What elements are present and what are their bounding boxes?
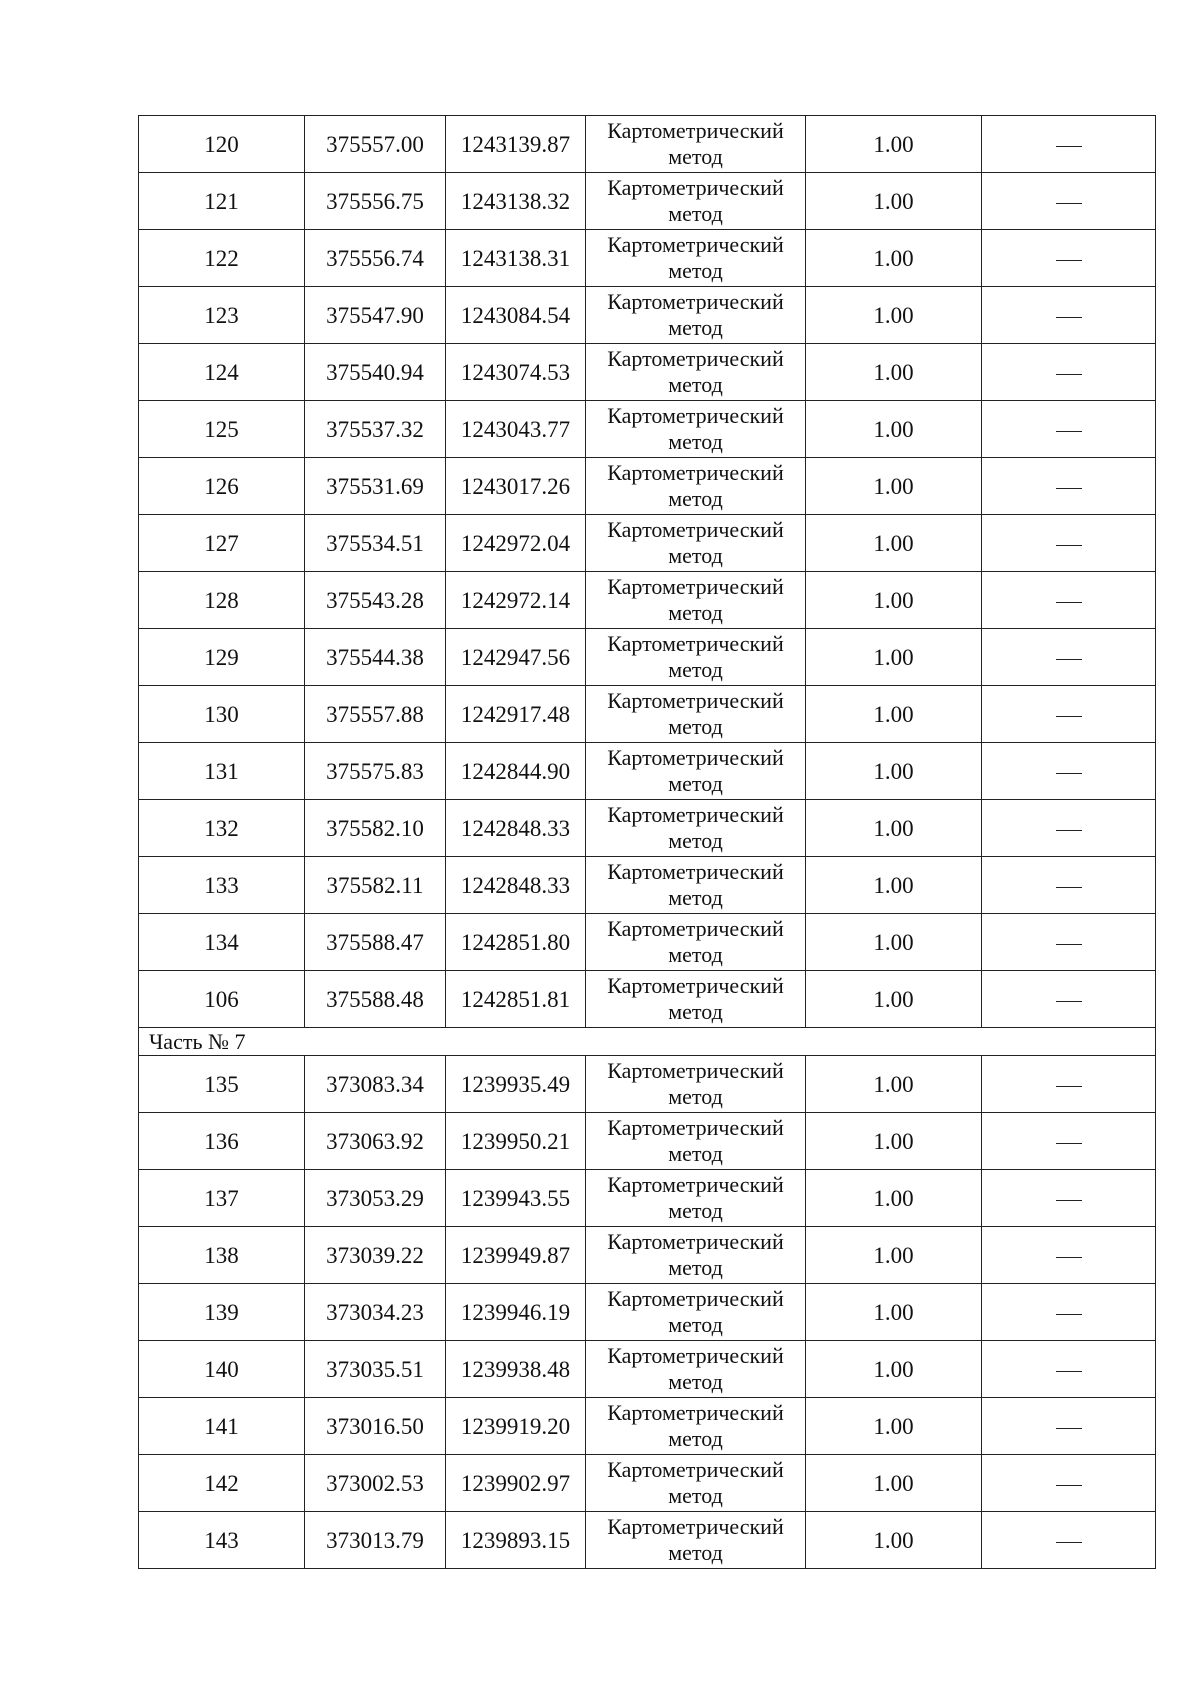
dash-mark — [1056, 1257, 1082, 1258]
point-number-cell: 122 — [139, 230, 305, 287]
dash-mark — [1056, 545, 1082, 546]
y-coordinate-cell: 1242848.33 — [446, 857, 586, 914]
point-number-cell: 137 — [139, 1170, 305, 1227]
y-coordinate-cell: 1239919.20 — [446, 1398, 586, 1455]
x-coordinate-cell: 373016.50 — [305, 1398, 446, 1455]
y-coordinate-cell: 1239938.48 — [446, 1341, 586, 1398]
table-row — [139, 515, 1156, 572]
x-coordinate-cell: 375588.48 — [305, 971, 446, 1028]
method-cell: Картометрический метод — [586, 287, 806, 344]
x-coordinate-cell: 375575.83 — [305, 743, 446, 800]
description-cell — [982, 629, 1156, 686]
description-cell — [982, 1398, 1156, 1455]
method-cell: Картометрический метод — [586, 1512, 806, 1569]
method-cell: Картометрический метод — [586, 116, 806, 173]
y-coordinate-cell: 1239949.87 — [446, 1227, 586, 1284]
description-cell — [982, 1455, 1156, 1512]
part-label: Часть № 7 — [139, 1028, 1156, 1056]
method-cell: Картометрический метод — [586, 686, 806, 743]
accuracy-cell: 1.00 — [806, 1056, 982, 1113]
y-coordinate-cell: 1243043.77 — [446, 401, 586, 458]
x-coordinate-cell: 373053.29 — [305, 1170, 446, 1227]
dash-mark — [1056, 773, 1082, 774]
method-cell: Картометрический метод — [586, 1170, 806, 1227]
method-cell: Картометрический метод — [586, 401, 806, 458]
description-cell — [982, 344, 1156, 401]
accuracy-cell: 1.00 — [806, 914, 982, 971]
dash-mark — [1056, 659, 1082, 660]
table-row — [139, 1056, 1156, 1113]
dash-mark — [1056, 1143, 1082, 1144]
coordinates-table-page — [138, 115, 1155, 1569]
dash-mark — [1056, 1200, 1082, 1201]
x-coordinate-cell: 375556.75 — [305, 173, 446, 230]
accuracy-cell: 1.00 — [806, 287, 982, 344]
dash-mark — [1056, 602, 1082, 603]
accuracy-cell: 1.00 — [806, 857, 982, 914]
accuracy-cell: 1.00 — [806, 1227, 982, 1284]
part-header-row — [139, 1028, 1156, 1056]
dash-mark — [1056, 887, 1082, 888]
y-coordinate-cell: 1243084.54 — [446, 287, 586, 344]
dash-mark — [1056, 1485, 1082, 1486]
point-number-cell: 106 — [139, 971, 305, 1028]
point-number-cell: 126 — [139, 458, 305, 515]
y-coordinate-cell: 1242972.04 — [446, 515, 586, 572]
description-cell — [982, 1341, 1156, 1398]
dash-mark — [1056, 1428, 1082, 1429]
point-number-cell: 120 — [139, 116, 305, 173]
dash-mark — [1056, 944, 1082, 945]
x-coordinate-cell: 375547.90 — [305, 287, 446, 344]
point-number-cell: 123 — [139, 287, 305, 344]
dash-mark — [1056, 146, 1082, 147]
dash-mark — [1056, 716, 1082, 717]
table-row — [139, 1341, 1156, 1398]
x-coordinate-cell: 373063.92 — [305, 1113, 446, 1170]
accuracy-cell: 1.00 — [806, 173, 982, 230]
description-cell — [982, 1512, 1156, 1569]
x-coordinate-cell: 375557.88 — [305, 686, 446, 743]
dash-mark — [1056, 1542, 1082, 1543]
dash-mark — [1056, 203, 1082, 204]
x-coordinate-cell: 375544.38 — [305, 629, 446, 686]
dash-mark — [1056, 830, 1082, 831]
table-row — [139, 1170, 1156, 1227]
dash-mark — [1056, 488, 1082, 489]
description-cell — [982, 401, 1156, 458]
point-number-cell: 121 — [139, 173, 305, 230]
accuracy-cell: 1.00 — [806, 1170, 982, 1227]
dash-mark — [1056, 317, 1082, 318]
accuracy-cell: 1.00 — [806, 572, 982, 629]
table-row — [139, 287, 1156, 344]
accuracy-cell: 1.00 — [806, 971, 982, 1028]
table-row — [139, 629, 1156, 686]
y-coordinate-cell: 1239893.15 — [446, 1512, 586, 1569]
table-row — [139, 857, 1156, 914]
x-coordinate-cell: 375588.47 — [305, 914, 446, 971]
accuracy-cell: 1.00 — [806, 1398, 982, 1455]
table-row — [139, 971, 1156, 1028]
accuracy-cell: 1.00 — [806, 458, 982, 515]
table-row — [139, 686, 1156, 743]
table-row — [139, 800, 1156, 857]
y-coordinate-cell: 1239946.19 — [446, 1284, 586, 1341]
x-coordinate-cell: 373013.79 — [305, 1512, 446, 1569]
dash-mark — [1056, 1314, 1082, 1315]
point-number-cell: 143 — [139, 1512, 305, 1569]
description-cell — [982, 1284, 1156, 1341]
description-cell — [982, 1227, 1156, 1284]
accuracy-cell: 1.00 — [806, 1341, 982, 1398]
method-cell: Картометрический метод — [586, 1056, 806, 1113]
y-coordinate-cell: 1243139.87 — [446, 116, 586, 173]
y-coordinate-cell: 1239943.55 — [446, 1170, 586, 1227]
x-coordinate-cell: 375582.11 — [305, 857, 446, 914]
method-cell: Картометрический метод — [586, 1113, 806, 1170]
accuracy-cell: 1.00 — [806, 401, 982, 458]
y-coordinate-cell: 1239935.49 — [446, 1056, 586, 1113]
table-row — [139, 173, 1156, 230]
method-cell: Картометрический метод — [586, 1284, 806, 1341]
y-coordinate-cell: 1242844.90 — [446, 743, 586, 800]
description-cell — [982, 914, 1156, 971]
point-number-cell: 124 — [139, 344, 305, 401]
point-number-cell: 140 — [139, 1341, 305, 1398]
description-cell — [982, 1170, 1156, 1227]
y-coordinate-cell: 1242972.14 — [446, 572, 586, 629]
description-cell — [982, 572, 1156, 629]
method-cell: Картометрический метод — [586, 629, 806, 686]
method-cell: Картометрический метод — [586, 230, 806, 287]
accuracy-cell: 1.00 — [806, 743, 982, 800]
method-cell: Картометрический метод — [586, 572, 806, 629]
description-cell — [982, 800, 1156, 857]
table-row — [139, 1455, 1156, 1512]
accuracy-cell: 1.00 — [806, 515, 982, 572]
method-cell: Картометрический метод — [586, 743, 806, 800]
accuracy-cell: 1.00 — [806, 344, 982, 401]
point-number-cell: 138 — [139, 1227, 305, 1284]
dash-mark — [1056, 431, 1082, 432]
description-cell — [982, 287, 1156, 344]
description-cell — [982, 857, 1156, 914]
point-number-cell: 131 — [139, 743, 305, 800]
y-coordinate-cell: 1243074.53 — [446, 344, 586, 401]
table-row — [139, 230, 1156, 287]
point-number-cell: 132 — [139, 800, 305, 857]
table-row — [139, 1284, 1156, 1341]
y-coordinate-cell: 1239950.21 — [446, 1113, 586, 1170]
table-row — [139, 914, 1156, 971]
method-cell: Картометрический метод — [586, 344, 806, 401]
point-number-cell: 133 — [139, 857, 305, 914]
x-coordinate-cell: 373035.51 — [305, 1341, 446, 1398]
method-cell: Картометрический метод — [586, 1455, 806, 1512]
point-number-cell: 135 — [139, 1056, 305, 1113]
description-cell — [982, 686, 1156, 743]
table-row — [139, 743, 1156, 800]
dash-mark — [1056, 1001, 1082, 1002]
y-coordinate-cell: 1239902.97 — [446, 1455, 586, 1512]
description-cell — [982, 971, 1156, 1028]
x-coordinate-cell: 373002.53 — [305, 1455, 446, 1512]
method-cell: Картометрический метод — [586, 914, 806, 971]
x-coordinate-cell: 373039.22 — [305, 1227, 446, 1284]
dash-mark — [1056, 1086, 1082, 1087]
coordinates-table-body — [139, 116, 1156, 1569]
accuracy-cell: 1.00 — [806, 1455, 982, 1512]
y-coordinate-cell: 1242917.48 — [446, 686, 586, 743]
x-coordinate-cell: 375537.32 — [305, 401, 446, 458]
accuracy-cell: 1.00 — [806, 629, 982, 686]
description-cell — [982, 1113, 1156, 1170]
y-coordinate-cell: 1242851.80 — [446, 914, 586, 971]
point-number-cell: 130 — [139, 686, 305, 743]
accuracy-cell: 1.00 — [806, 230, 982, 287]
x-coordinate-cell: 375557.00 — [305, 116, 446, 173]
table-row — [139, 1227, 1156, 1284]
method-cell: Картометрический метод — [586, 1341, 806, 1398]
table-row — [139, 401, 1156, 458]
method-cell: Картометрический метод — [586, 800, 806, 857]
point-number-cell: 129 — [139, 629, 305, 686]
table-row — [139, 1113, 1156, 1170]
y-coordinate-cell: 1243138.32 — [446, 173, 586, 230]
method-cell: Картометрический метод — [586, 857, 806, 914]
x-coordinate-cell: 375540.94 — [305, 344, 446, 401]
y-coordinate-cell: 1242947.56 — [446, 629, 586, 686]
x-coordinate-cell: 373083.34 — [305, 1056, 446, 1113]
description-cell — [982, 116, 1156, 173]
point-number-cell: 142 — [139, 1455, 305, 1512]
method-cell: Картометрический метод — [586, 458, 806, 515]
table-row — [139, 1398, 1156, 1455]
method-cell: Картометрический метод — [586, 1227, 806, 1284]
accuracy-cell: 1.00 — [806, 1113, 982, 1170]
method-cell: Картометрический метод — [586, 515, 806, 572]
y-coordinate-cell: 1243017.26 — [446, 458, 586, 515]
table-row — [139, 1512, 1156, 1569]
accuracy-cell: 1.00 — [806, 1512, 982, 1569]
dash-mark — [1056, 1371, 1082, 1372]
y-coordinate-cell: 1243138.31 — [446, 230, 586, 287]
method-cell: Картометрический метод — [586, 1398, 806, 1455]
point-number-cell: 125 — [139, 401, 305, 458]
coordinates-table — [138, 115, 1156, 1569]
y-coordinate-cell: 1242851.81 — [446, 971, 586, 1028]
accuracy-cell: 1.00 — [806, 1284, 982, 1341]
dash-mark — [1056, 374, 1082, 375]
description-cell — [982, 1056, 1156, 1113]
x-coordinate-cell: 373034.23 — [305, 1284, 446, 1341]
description-cell — [982, 743, 1156, 800]
point-number-cell: 141 — [139, 1398, 305, 1455]
point-number-cell: 136 — [139, 1113, 305, 1170]
point-number-cell: 128 — [139, 572, 305, 629]
x-coordinate-cell: 375543.28 — [305, 572, 446, 629]
method-cell: Картометрический метод — [586, 173, 806, 230]
x-coordinate-cell: 375582.10 — [305, 800, 446, 857]
accuracy-cell: 1.00 — [806, 116, 982, 173]
point-number-cell: 139 — [139, 1284, 305, 1341]
table-row — [139, 344, 1156, 401]
table-row — [139, 116, 1156, 173]
x-coordinate-cell: 375534.51 — [305, 515, 446, 572]
description-cell — [982, 173, 1156, 230]
point-number-cell: 127 — [139, 515, 305, 572]
method-cell: Картометрический метод — [586, 971, 806, 1028]
table-row — [139, 458, 1156, 515]
dash-mark — [1056, 260, 1082, 261]
accuracy-cell: 1.00 — [806, 800, 982, 857]
x-coordinate-cell: 375556.74 — [305, 230, 446, 287]
x-coordinate-cell: 375531.69 — [305, 458, 446, 515]
description-cell — [982, 515, 1156, 572]
point-number-cell: 134 — [139, 914, 305, 971]
accuracy-cell: 1.00 — [806, 686, 982, 743]
table-row — [139, 572, 1156, 629]
description-cell — [982, 230, 1156, 287]
y-coordinate-cell: 1242848.33 — [446, 800, 586, 857]
description-cell — [982, 458, 1156, 515]
